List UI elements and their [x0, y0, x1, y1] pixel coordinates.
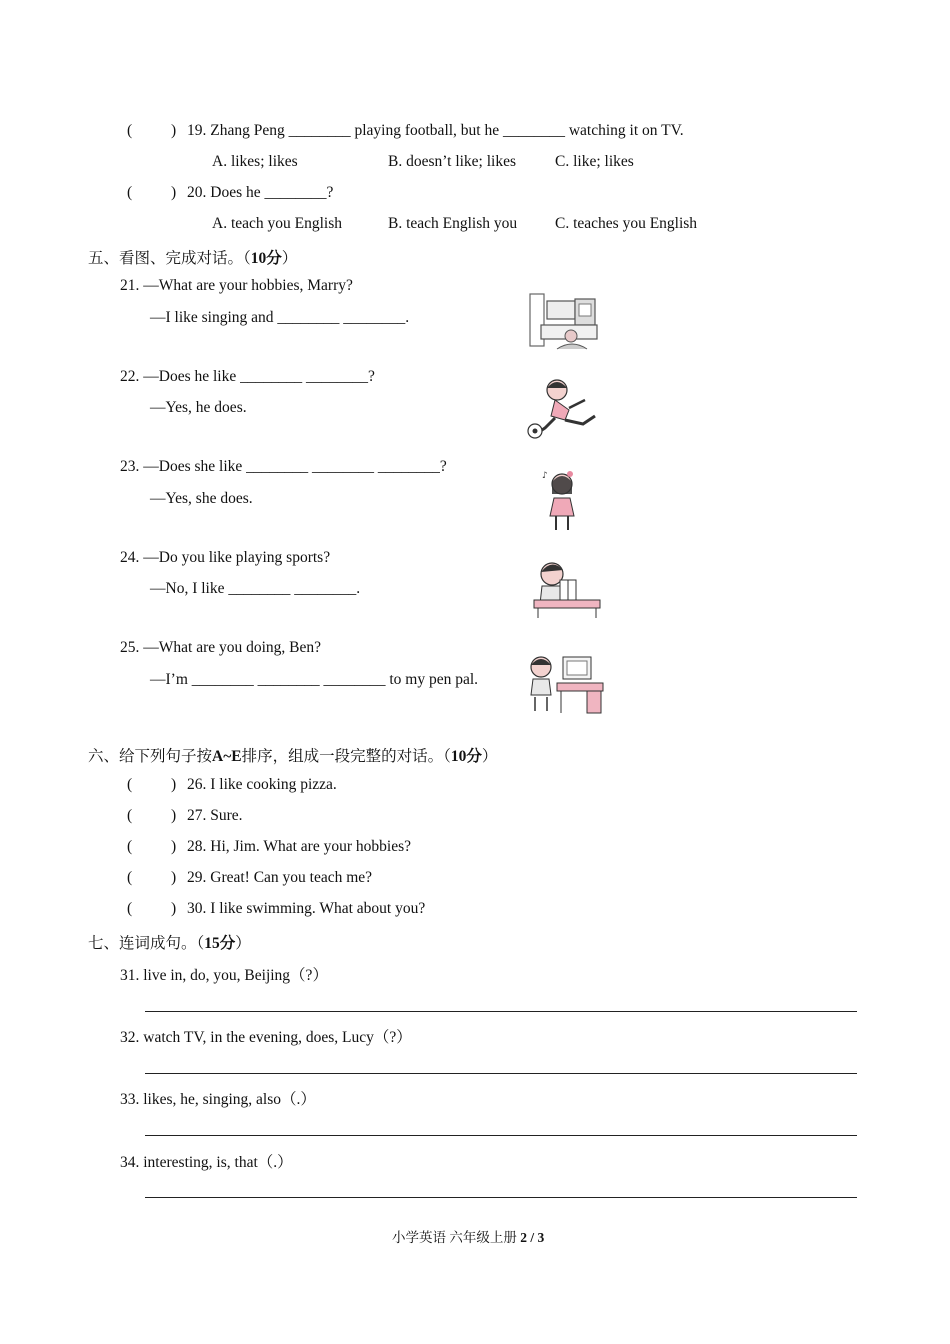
page-number: 2 / 3 — [520, 1230, 545, 1245]
answer-line-32[interactable] — [145, 1073, 857, 1074]
sentence-28: 28. Hi, Jim. What are your hobbies? — [187, 838, 411, 855]
dialogue-25-answer: —I’m ________ ________ ________ to my pen pal. — [150, 671, 479, 688]
sentence-30: 30. I like swimming. What about you? — [187, 900, 426, 917]
question-20: 20. Does he ________? — [187, 184, 334, 201]
girl-singing-picture — [540, 468, 584, 536]
dialogue-24-question: 24. —Do you like playing sports? — [120, 549, 331, 566]
dialogue-25-question: 25. —What are you doing, Ben? — [120, 639, 322, 656]
option-19-b: B. doesn’t like; likes — [388, 153, 517, 170]
answer-paren-open: ( — [127, 900, 133, 917]
sentence-27: 27. Sure. — [187, 807, 243, 824]
answer-paren-open: ( — [127, 838, 133, 855]
answer-line-33[interactable] — [145, 1135, 857, 1136]
page-footer: 小学英语 六年级上册 2 / 3 — [392, 1230, 545, 1245]
answer-line-34[interactable] — [145, 1197, 857, 1198]
answer-paren-open: ( — [127, 184, 133, 201]
dialogue-24-answer: —No, I like ________ ________. — [150, 580, 361, 597]
word-order-31: 31. live in, do, you, Beijing（?） — [120, 967, 328, 984]
dialogue-22-question: 22. —Does he like ________ ________? — [120, 368, 375, 385]
dialogue-21-question: 21. —What are your hobbies, Marry? — [120, 277, 353, 294]
answer-paren-open: ( — [127, 807, 133, 824]
option-20-a: A. teach you English — [212, 215, 343, 232]
dialogue-21-answer: —I like singing and ________ ________. — [150, 309, 410, 326]
answer-paren-close: ) — [171, 184, 177, 201]
answer-paren-open: ( — [127, 776, 133, 793]
question-19: 19. Zhang Peng ________ playing football, but he ________ watching it on TV. — [187, 122, 684, 139]
dialogue-23-question: 23. —Does she like ________ ________ ________? — [120, 458, 447, 475]
sentence-26: 26. I like cooking pizza. — [187, 776, 337, 793]
sentence-29: 29. Great! Can you teach me? — [187, 869, 373, 886]
option-20-c: C. teaches you English — [555, 215, 698, 232]
answer-paren-open: ( — [127, 122, 133, 139]
word-order-33: 33. likes, he, singing, also（.） — [120, 1091, 316, 1108]
answer-paren-close: ) — [171, 838, 177, 855]
option-19-a: A. likes; likes — [212, 153, 298, 170]
boy-playing-football-picture — [525, 376, 603, 442]
option-20-b: B. teach English you — [388, 215, 518, 232]
answer-paren-close: ) — [171, 869, 177, 886]
answer-paren-open: ( — [127, 869, 133, 886]
boy-at-computer-picture — [527, 653, 605, 717]
word-order-34: 34. interesting, is, that（.） — [120, 1154, 293, 1171]
svg-text:♪: ♪ — [542, 471, 548, 481]
section-5-heading: 五、看图、完成对话。（10分） — [88, 250, 298, 267]
answer-line-31[interactable] — [145, 1011, 857, 1012]
boy-reading-picture — [530, 558, 602, 620]
answer-paren-close: ) — [171, 807, 177, 824]
dialogue-23-answer: —Yes, she does. — [150, 490, 253, 507]
tv-room-picture — [527, 291, 599, 353]
answer-paren-close: ) — [171, 776, 177, 793]
word-order-32: 32. watch TV, in the evening, does, Lucy（?） — [120, 1029, 412, 1046]
answer-paren-close: ) — [171, 122, 177, 139]
section-6-heading: 六、给下列句子按A~E排序，组成一段完整的对话。（10分） — [88, 748, 498, 765]
dialogue-22-answer: —Yes, he does. — [150, 399, 247, 416]
section-7-heading: 七、连词成句。（15分） — [88, 935, 251, 952]
answer-paren-close: ) — [171, 900, 177, 917]
option-19-c: C. like; likes — [555, 153, 634, 170]
